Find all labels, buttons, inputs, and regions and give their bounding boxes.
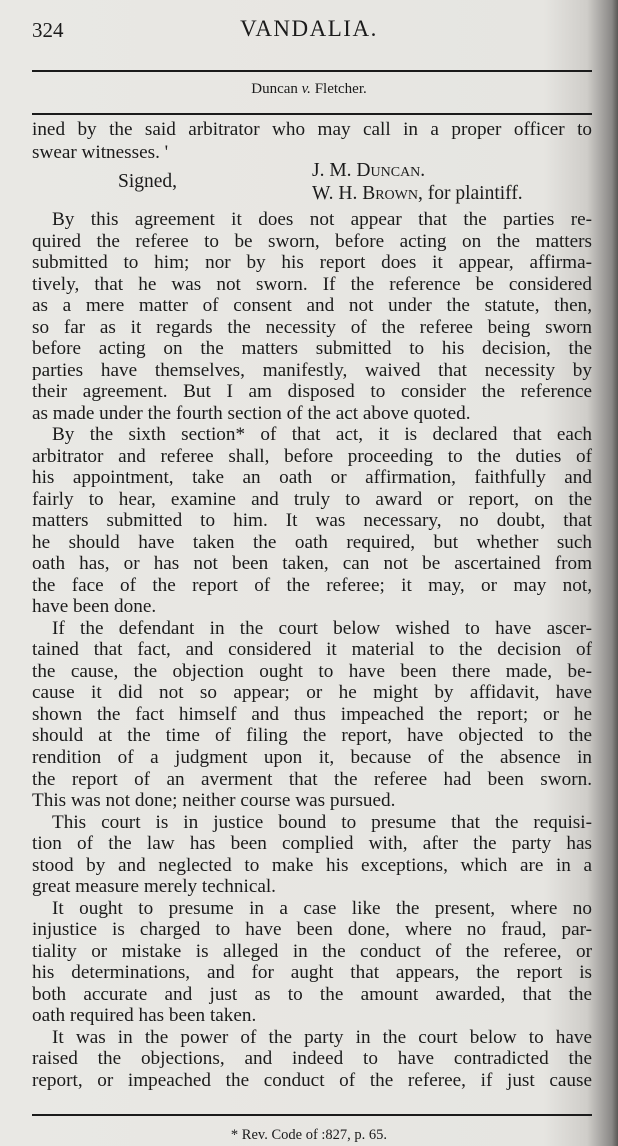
text-line: oath required has been taken. (32, 1005, 257, 1027)
text-line: injustice is charged to have been done, where no fraud, par- (32, 919, 592, 941)
text-line: the cause, the objection ought to have been there made, be- (32, 660, 592, 682)
footnote-rule (32, 1114, 592, 1116)
text-line: rendition of a judgment upon it, because of the absence in (32, 747, 592, 768)
text-line: fairly to hear, examine and truly to award or report, on the (32, 488, 592, 510)
text-line: submitted to him; nor by his report does it appear, affirma- (32, 252, 592, 274)
text-line: oath has, or has not been taken, can not be ascertained from (32, 553, 592, 575)
text-line: It ought to presume in a case like the present, where no (52, 897, 592, 919)
text-line: great measure merely technical. (32, 876, 276, 898)
text-line: tion of the law has been complied with, after the party has (32, 833, 592, 855)
text-line: before acting on the matters submitted to his decision, the (32, 338, 592, 360)
text-line: tively, that he was not sworn. If the reference be considered (32, 273, 592, 295)
caption-defendant: Fletcher. (314, 81, 367, 97)
text-line: his determinations, and for aught that appears, the report is (32, 962, 592, 984)
text-line: his appointment, take an oath or affirmation, faithfully and (32, 467, 592, 489)
text-line: the face of the report of the referee; it may, or may not, (32, 574, 592, 596)
text-line: he should have taken the oath required, but whether such (32, 531, 592, 553)
text-line: It was in the power of the party in the court below to have (52, 1026, 592, 1048)
text-line: should at the time of filing the report, have objected to the (32, 725, 592, 747)
caption-versus: v. (301, 81, 311, 97)
footnote: * Rev. Code of :827, p. 65. (230, 1127, 388, 1143)
signer-brown-role: , for plaintiff. (417, 183, 523, 204)
text-line: parties have themselves, manifestly, waived that necessity by (32, 359, 592, 381)
text-line: tiality or mistake is alleged in the conduct of the referee, or (32, 940, 592, 962)
signer-brown-name: W. H. Brown (312, 183, 418, 204)
text-line: By the sixth section* of that act, it is declared that each (52, 424, 592, 446)
text-line: stood by and neglected to make his exceptions, which are in a (32, 854, 592, 876)
text-line: This was not done; neither course was pursued. (32, 790, 396, 812)
signer-duncan: J. M. Duncan. (312, 160, 426, 181)
caption-plaintiff: Duncan (251, 81, 298, 97)
text-line: the report of an averment that the referee had been sworn. (32, 768, 592, 790)
text-line: report, or impeached the conduct of the referee, if just cause (32, 1069, 592, 1091)
text-line: quired the referee to be sworn, before acting on the matters (32, 230, 592, 252)
text-line: shown the fact himself and thus impeached the report; or he (32, 703, 592, 725)
signature-label: Signed, (118, 171, 178, 192)
text-line: cause it did not so appear; or he might by affidavit, have (32, 682, 592, 704)
page-number: 324 (32, 18, 64, 42)
text-line: have been done. (32, 596, 157, 618)
header-rule (32, 70, 592, 72)
text-line: as a mere matter of consent and not under the statute, then, (32, 295, 592, 317)
caption-rule (32, 113, 592, 115)
signer-brown (312, 183, 523, 205)
text-line: If the defendant in the court below wished to have ascer- (52, 617, 592, 639)
text-line: raised the objections, and indeed to have contradicted the (32, 1048, 592, 1070)
text-line: This court is in justice bound to presume that the requisi- (52, 811, 592, 833)
text-line: arbitrator and referee shall, before proceeding to the duties of (32, 445, 592, 467)
text-line: ined by the said arbitrator who may call in a proper officer to (32, 119, 592, 140)
text-line: tained that fact, and considered it material to the decision of (32, 639, 592, 661)
text-line: matters submitted to him. It was necessary, no doubt, that (32, 510, 592, 532)
text-line: both accurate and just as to the amount awarded, that the (32, 983, 592, 1005)
case-caption (0, 81, 618, 98)
text-line: their agreement. But I am disposed to consider the reference (32, 381, 592, 403)
text-line: as made under the fourth section of the act above quoted. (32, 402, 471, 424)
text-line: By this agreement it does not appear that the parties re- (52, 209, 592, 230)
text-line: so far as it regards the necessity of the referee being sworn (32, 316, 592, 338)
running-title: VANDALIA. (240, 16, 378, 41)
text-line: swear witnesses. ' (32, 142, 169, 163)
